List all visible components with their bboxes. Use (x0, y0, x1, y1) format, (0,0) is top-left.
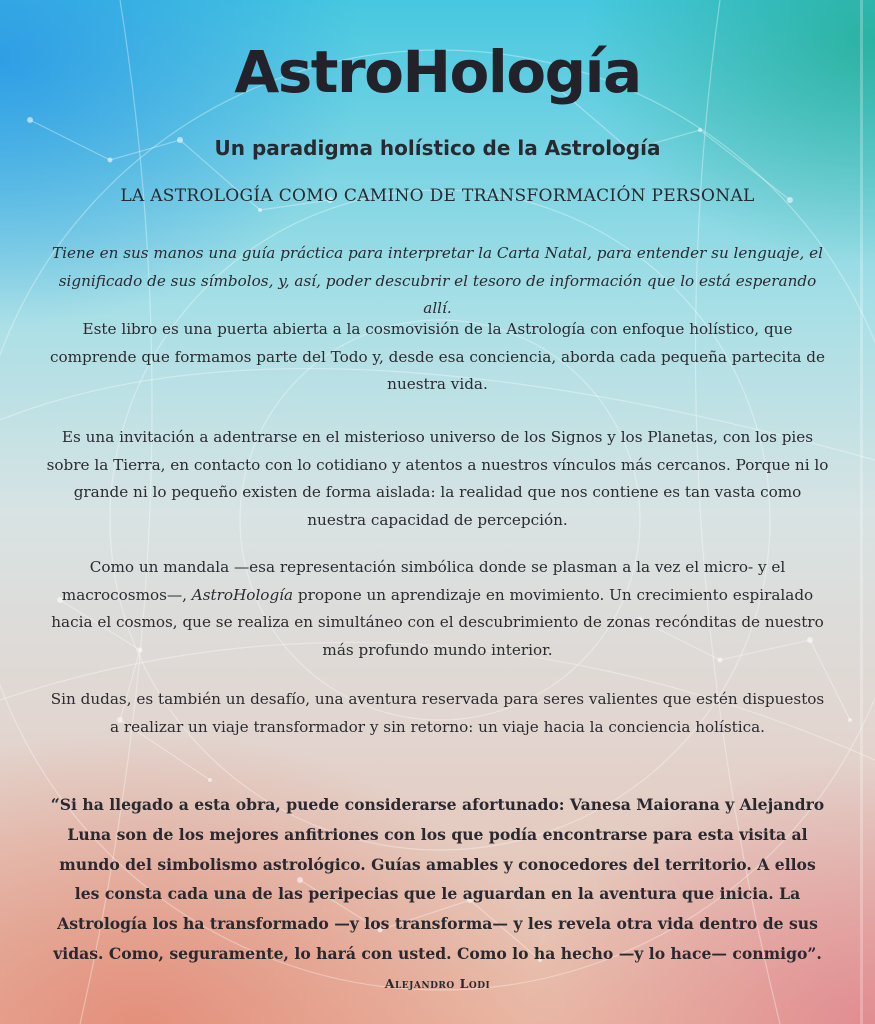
paragraph-4 (45, 554, 830, 664)
paragraph-4-start: Como un mandala —esa representación simbólica donde se plasman a la vez el micro- y el macrocosmos—, (61, 558, 786, 604)
paragraph-4-book-title: AstroHología (191, 585, 294, 604)
paragraph-5: Sin dudas, es también un desafío, una aventura reservada para seres valientes que estén dispuestos a realizar un viaje transformador y sin retorno: un viaje hacia la conciencia holística. (50, 690, 825, 736)
paragraph-3: Es una invitación a adentrarse en el misterioso universo de los Signos y los Planetas, con los pies sobre la Tierra, en contacto con lo cotidiano y atentos a nuestros vínculos más cercanos. Porque ni lo grande ni lo pequeño existen de forma aislada: la realidad que nos contiene es tan vasta como nuestra capacidad de percepción. (46, 428, 829, 529)
paragraph-2: Este libro es una puerta abierta a la cosmovisión de la Astrología con enfoque holístico, que comprende que formamos parte del Todo y, desde esa conciencia, aborda cada pequeña partecita de nuestra vida. (49, 320, 825, 393)
intro-paragraph: Tiene en sus manos una guía práctica para interpretar la Carta Natal, para entender su lenguaje, el significado de sus símbolos, y, así, poder descubrir el tesoro de información que lo está esperando allí. (52, 244, 823, 317)
book-tagline: LA ASTROLOGÍA COMO CAMINO DE TRANSFORMACIÓN PERSONAL (120, 186, 755, 206)
book-title: AstroHología (234, 38, 641, 106)
testimonial-quote: “Si ha llegado a esta obra, puede considerarse afortunado: Vanesa Maiorana y Alejandro Luna son de los mejores anfitriones con los que podía encontrarse para esta visita al mundo del simbolismo astrológico. Guías amables y conocedores del territorio. A ellos les consta cada una de las peripecias que le aguardan en la aventura que inicia. La Astrología los ha transformado —y los transforma— y les revela otra vida dentro de sus vidas. Como, seguramente, lo hará con usted. Como lo ha hecho —y lo hace— conmigo”. (50, 795, 825, 963)
book-subtitle: Un paradigma holístico de la Astrología (214, 136, 661, 160)
quote-author: Alejandro Lodi (384, 976, 491, 991)
paragraph-4-end: propone un aprendizaje en movimiento. Un crecimiento espiralado hacia el cosmos, que se realiza en simultáneo con el descubrimiento de zonas recónditas de nuestro más profundo mundo interior. (51, 585, 824, 659)
